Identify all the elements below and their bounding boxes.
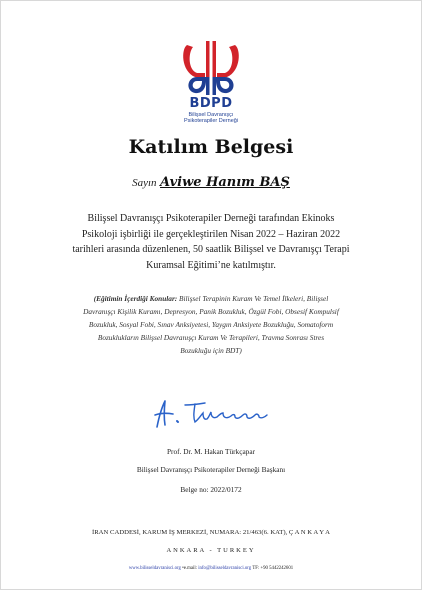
training-line: Bozukluk, Sosyal Fobi, Sınav Anksiyetesi, Yaygın Anksiyete Bozukluğu, Somatoform — [88, 320, 334, 329]
training-line: Bozuklukların Bilişsel Davranışçı Kuram Ve Terapileri, Travma Sonrası Stres — [97, 333, 325, 342]
document-number: Belge no: 2022/0172 — [180, 485, 242, 494]
training-lead: (Eğitimin İçerdiği Konular: — [93, 294, 178, 303]
recipient-name: Aviwe Hanım BAŞ — [160, 175, 290, 190]
org-tagline-line2: Psikoterapiler Derneği — [183, 118, 239, 124]
email-label: •e.mail: — [182, 566, 198, 571]
body-line: Bilişsel Davranışçı Psikoterapiler Derneği tarafından Ekinoks — [87, 213, 335, 224]
salutation: Sayın — [132, 177, 157, 189]
training-topics — [61, 292, 361, 357]
signatory-role: Bilişsel Davranışçı Psikoterapiler Derneği Başkanı — [136, 465, 286, 474]
org-country: ANKARA - TURKEY — [166, 547, 256, 554]
recipient-line — [1, 175, 421, 191]
certificate-title: Katılım Belgesi — [128, 136, 294, 158]
certificate-body — [56, 211, 366, 273]
body-line: Psikoloji işbirliği ile gerçekleştirilen Nisan 2022 – Haziran 2022 — [81, 228, 341, 240]
training-line: Davranışçı Kişilik Kuramı, Depresyon, Panik Bozukluk, Özgül Fobi, Obsesif Kompulsif — [83, 307, 339, 316]
body-line: Kuramsal Eğitimi’ne katılmıştır. — [146, 259, 276, 271]
website-link[interactable]: www.bilisseldavranisci.org — [128, 566, 181, 571]
body-line: tarihleri arasında düzenlenen, 50 saatlik Bilişsel ve Davranışçı Terapi — [72, 244, 350, 255]
training-line-rest: Bilişsel Terapinin Kuram Ve Temel İlkeleri, Bilişsel — [177, 294, 329, 303]
org-tagline-line1: Bilişsel Davranışçı — [188, 112, 234, 118]
training-line — [61, 292, 361, 305]
training-line: Bozukluğu için BDT) — [180, 346, 242, 355]
org-address: İRAN CADDESİ, KARUM İŞ MERKEZİ, NUMARA: 21/463(6. KAT), Ç A N K A Y A — [91, 529, 331, 536]
signatory-name: Prof. Dr. M. Hakan Türkçapar — [166, 447, 255, 456]
org-acronym: BDPD — [189, 96, 233, 111]
signature-image — [147, 397, 277, 431]
contact-footer — [1, 566, 421, 571]
email-link[interactable]: info@bilisseldavranisci.org — [198, 566, 252, 571]
phone-number: TF: +90 5442242601 — [252, 566, 294, 571]
